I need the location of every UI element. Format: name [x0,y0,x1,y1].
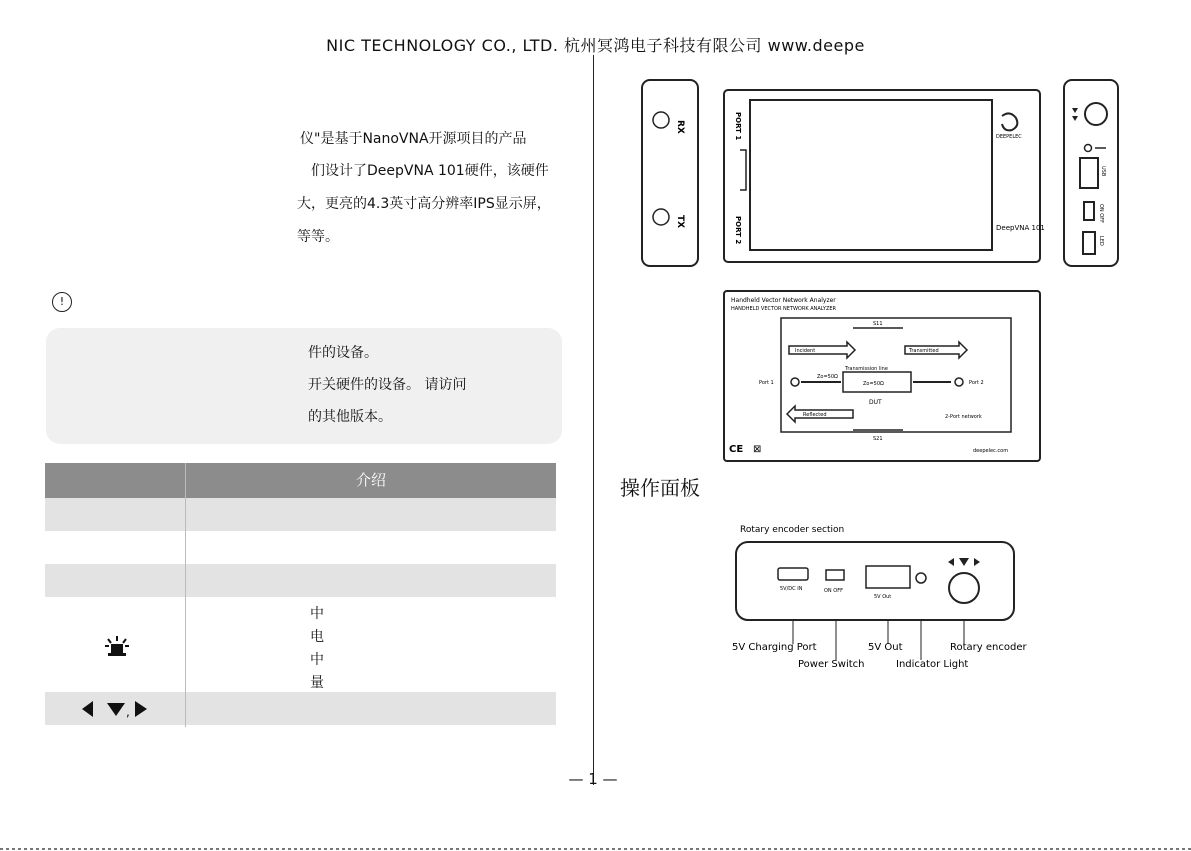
port1-back-label: Port 1 [759,380,774,386]
notice-line-3: 的其他版本。 [308,409,392,425]
rx-label: RX [675,120,685,134]
zo-left-label: Zo=50Ω [817,374,838,380]
s11-label: S11 [873,321,883,327]
table-column-divider [185,463,186,727]
panel-out-label: 5V Out [874,594,892,600]
table-header-row [45,463,556,498]
table-row [45,564,556,597]
intro-line-2: 们设计了DeepVNA 101硬件，该硬件 [311,163,549,179]
port2-label: PORT 2 [734,216,742,245]
label-charging-port: 5V Charging Port [732,642,817,653]
intro-line-3: 大，更亮的4.3英寸高分辨率IPS显示屏， [297,196,551,212]
device-back-label [723,290,1041,462]
device-right-end [1064,80,1118,266]
led-label: LED [1098,236,1104,246]
panel-usb-label: 5V/DC IN [780,586,803,592]
notice-line-2: 开关硬件的设备。 请访问 [308,377,467,393]
indicator-light-icon [105,635,129,657]
transmission-line-label: Transmission line [845,366,888,372]
indicator-line-2: 电 [310,629,324,645]
port2-back-label: Port 2 [969,380,984,386]
s21-label: S21 [873,436,883,442]
reflected-label: Reflected [803,412,827,418]
tx-label: TX [675,215,685,229]
ce-mark: CE [729,444,744,455]
device-top-view [640,78,1122,268]
page-number: — 1 — [568,770,618,788]
arrow-keys-icon [81,700,153,718]
table-header-intro: 介绍 [355,471,386,489]
section-title: 操作面板 [620,476,700,500]
label-power-switch: Power Switch [798,659,865,670]
device-left-end [642,80,698,266]
notice-icon: ! [52,292,72,312]
dut-label: DUT [869,399,882,406]
indicator-line-3: 中 [310,652,324,668]
website-label: deepelec.com [973,448,1009,454]
svg-text:,: , [126,705,130,718]
table-row-arrows [45,692,556,725]
column-divider [593,55,594,785]
device-screen [750,100,992,250]
two-port-label: 2-Port network [945,414,982,420]
table-row-indicator [45,597,556,692]
bottom-border [0,848,1191,850]
indicator-line-1: 中 [310,606,324,622]
port1-label: PORT 1 [734,112,742,141]
incident-label: Incident [795,348,816,354]
notice-line-1: 件的设备。 [308,345,378,361]
table-row [45,498,556,531]
model-label: DeepVNA 101 [996,224,1045,232]
zo-box-label: Zo=50Ω [863,381,884,387]
intro-line-1: 仪"是基于NanoVNA开源项目的产品 [300,131,527,147]
switch-label: ON OFF [1098,204,1104,223]
table-row [45,531,556,565]
usb-label: USB [1100,166,1106,177]
indicator-line-4: 量 [310,675,324,691]
label-rotary-encoder: Rotary encoder [950,642,1027,653]
transmitted-label: Transmitted [909,348,939,354]
back-title-1: Handheld Vector Network Analyzer [731,297,836,304]
panel-switch-label: ON OFF [824,588,843,594]
label-five-volt-out: 5V Out [868,642,903,653]
back-title-2: HANDHELD VECTOR NETWORK ANALYZER [731,306,837,312]
weee-icon: ⊠ [753,444,762,455]
page-header: NIC TECHNOLOGY CO., LTD. 杭州冥鸿电子科技有限公司 www.deepe [326,36,865,55]
label-indicator-light: Indicator Light [896,659,969,670]
panel-title: Rotary encoder section [740,525,845,535]
operation-panel-diagram [728,520,1038,675]
panel-outline [736,542,1014,620]
notice-box [46,328,562,444]
intro-line-4: 等等。 [297,229,339,245]
brand-label: DEEPELEC [996,134,1022,140]
